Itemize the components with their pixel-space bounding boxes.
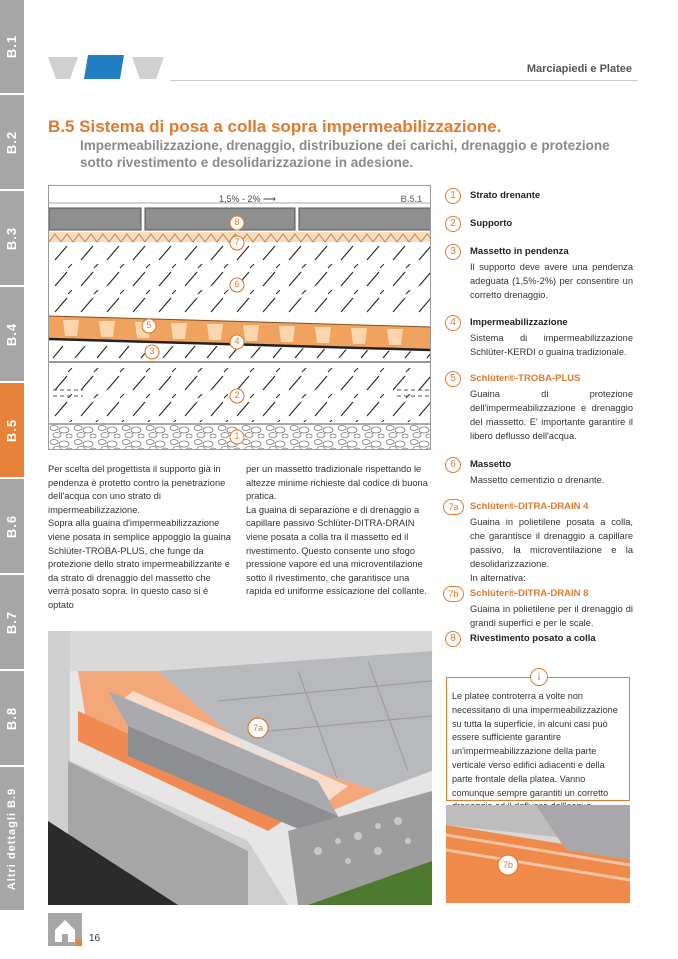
side-tab-b1[interactable]: B.1 [0, 0, 24, 95]
marker-3: 3 [149, 346, 155, 356]
legend-number: 6 [445, 457, 461, 473]
legend-number: 2 [445, 216, 461, 232]
legend-number: 3 [445, 244, 461, 260]
side-tab-b4[interactable]: B.4 [0, 287, 24, 383]
legend-number: 4 [445, 315, 461, 331]
legend-number: 7b [443, 586, 464, 602]
legend-list [445, 188, 633, 651]
legend-title: Schlüter®-DITRA-DRAIN 4 [470, 501, 589, 512]
body-paragraph: Per scelta del progettista il supporto già in pendenza è protetto contro la penetrazione dell'acqua con uno strato di impermeabilizzazione. [48, 464, 226, 515]
legend-description: Sistema di impermeabilizzazione Schlüter-KERDI o guaina tradizionale. [470, 333, 633, 357]
legend-number: 7a [443, 499, 464, 515]
installation-photo [48, 631, 432, 905]
section-diagram [48, 185, 431, 450]
marker-1: 1 [234, 431, 240, 441]
body-paragraph: per un massetto tradizionale rispettando le altezze minime richieste dal codice di buona pratica. [246, 464, 428, 502]
page-number: 16 [89, 933, 101, 944]
detail-illustration [446, 805, 630, 903]
photo-label-7a: 7a [252, 723, 263, 733]
legend-title: Massetto in pendenza [470, 246, 569, 257]
legend-title: Supporto [470, 218, 513, 229]
legend-alternative-note: In alternativa: [470, 573, 526, 583]
installation-illustration [48, 631, 432, 905]
legend-description: Guaina di protezione dell'impermeabilizzazione e drenaggio del massetto. E' importante garantire il libero deflusso dell'acqua. [470, 389, 633, 441]
detail-photo [446, 805, 630, 903]
page-title: B.5 Sistema di posa a colla sopra impermeabilizzazione. [48, 117, 502, 136]
header-active-shape [84, 55, 124, 79]
legend-title: Massetto [470, 459, 512, 470]
legend-item-6 [445, 457, 633, 499]
marker-8: 8 [234, 217, 240, 227]
page-subtitle: Impermeabilizzazione, drenaggio, distribuzione dei carichi, drenaggio e protezione sotto rivestimento e desolidarizzazione in adesione. [80, 138, 610, 170]
side-tab-b8[interactable]: B.8 [0, 671, 24, 767]
info-icon: i [530, 668, 548, 686]
body-column-2 [246, 463, 432, 599]
legend-item-7b [445, 586, 633, 631]
marker-7: 7 [234, 237, 240, 247]
legend-title: Schlüter®-TROBA-PLUS [470, 373, 581, 384]
legend-title: Rivestimento posato a colla [470, 633, 596, 644]
side-tab-b3[interactable]: B.3 [0, 191, 24, 287]
legend-description: Guaina in polietilene posata a colla, che garantisce il drenaggio a capillare passivo, la microventilazione e la desolidarizzazione. [470, 517, 633, 569]
legend-item-1 [445, 188, 633, 216]
diagram-id: B.5.1 [400, 194, 422, 204]
legend-title: Schlüter®-DITRA-DRAIN 8 [470, 588, 589, 599]
info-text: Le platee controterra a volte non necessitano di una impermeabilizzazione su tutta la superficie, in alcuni casi può essere sufficiente garantire un'impermeabilizzazione della parte verticale verso edifici adiacenti e della parte frontale della platea. Vanno comunque sempre garantiti un corretto [452, 691, 618, 798]
legend-item-4 [445, 315, 633, 371]
side-tab-b5[interactable]: B.5 [0, 383, 24, 479]
info-box [446, 671, 630, 801]
header-rule [170, 80, 638, 81]
marker-4: 4 [234, 336, 240, 346]
legend-description: Guaina in polietilene per il drenaggio di grandi superfici e per le scale. [470, 604, 633, 628]
legend-description: Il supporto deve avere una pendenza adeguata (1,5%-2%) per consentire un corretto drenaggio. [470, 262, 633, 300]
legend-title: Strato drenante [470, 190, 541, 201]
legend-item-7a [445, 499, 633, 586]
legend-item-5 [445, 371, 633, 457]
header-nav-shapes [48, 55, 164, 81]
slope-label: 1,5% - 2% ⟶ [219, 194, 276, 204]
legend-item-3 [445, 244, 633, 315]
marker-5: 5 [146, 320, 152, 330]
legend-number: 8 [445, 631, 461, 647]
side-tab-b9[interactable]: Altri dettagli B.9 [0, 767, 24, 912]
legend-item-8 [445, 631, 633, 651]
arrow-right-icon: ⟶ [263, 194, 276, 204]
side-tab-b6[interactable]: B.6 [0, 479, 24, 575]
section-title: Marciapiedi e Platee [526, 63, 632, 75]
marker-2: 2 [234, 390, 240, 400]
body-paragraph: La guaina di separazione e di drenaggio a capillare passivo Schlüter-DITRA-DRAIN viene posata a colla tra il massetto ed il rivestimento. Questo consente uno sfogo pressione vapore ed una microventilazione sotto il rivestimento, che garantisce una rapida ed uniforme essicazione del collante. [246, 504, 427, 597]
photo-label-7b: 7b [502, 860, 513, 870]
body-column-1 [48, 463, 233, 613]
side-tab-nav [0, 0, 24, 959]
legend-number: 5 [445, 371, 461, 387]
marker-6: 6 [234, 279, 240, 289]
legend-title: Impermeabilizzazione [470, 317, 568, 328]
home-icon[interactable] [48, 913, 82, 946]
body-paragraph: Sopra alla guaina d'impermeabilizzazione viene posata in semplice appoggio la guaina Schlüter-TROBA-PLUS, che funge da protezione dello strato impermeabilizzante e da strato di drenaggio del massetto che verrà posato sopra. In questo caso si è optato [48, 518, 231, 610]
side-tab-b2[interactable]: B.2 [0, 95, 24, 191]
legend-description: Massetto cementizio o drenante. [470, 475, 605, 485]
side-tab-b7[interactable]: B.7 [0, 575, 24, 671]
legend-number: 1 [445, 188, 461, 204]
legend-item-2 [445, 216, 633, 244]
